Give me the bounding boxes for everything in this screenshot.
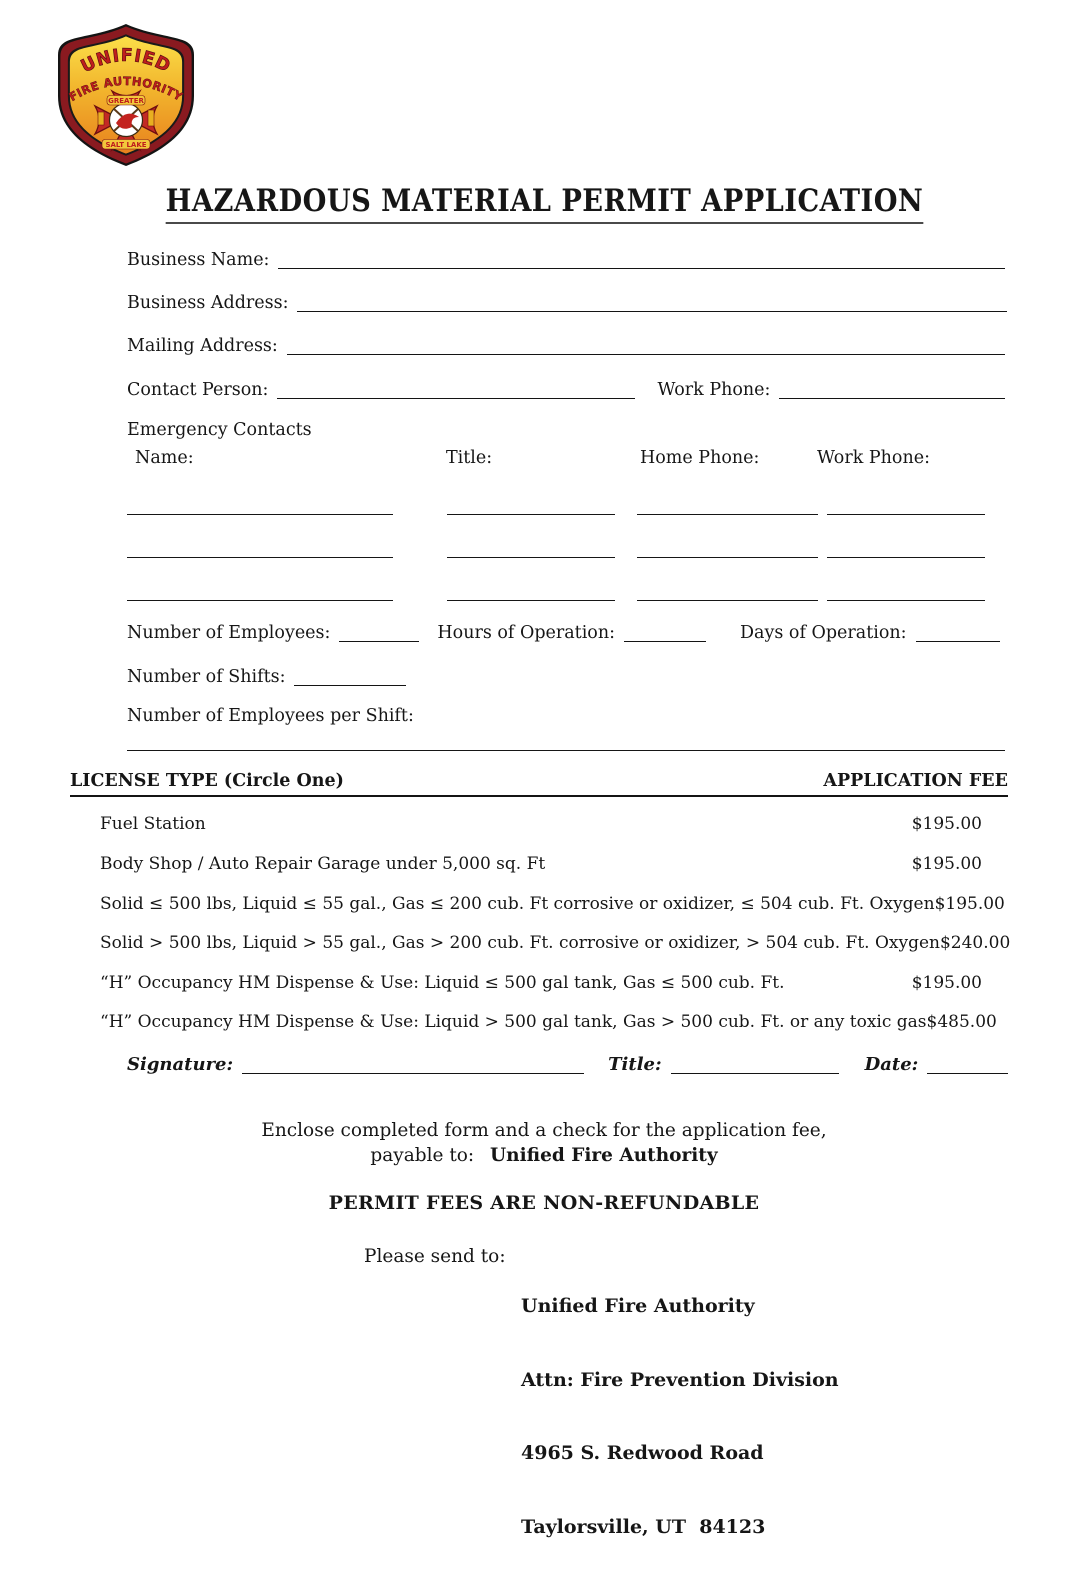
number-of-shifts-label: Number of Shifts: [127, 667, 286, 687]
payable-prefix: payable to: [370, 1145, 475, 1166]
license-row-h-occupancy-over [100, 1012, 997, 1032]
license-label: “H” Occupancy HM Dispense & Use: Liquid > 500 gal tank, Gas > 500 cub. Ft. or any toxic gas [100, 1012, 927, 1032]
address-line-4: Taylorsville, UT 84123 [521, 1515, 766, 1538]
license-fee: $195.00 [934, 894, 1005, 914]
license-row-body-shop [100, 854, 982, 874]
please-send-to-label: Please send to: [364, 1246, 506, 1267]
contact3-work-phone-line [827, 600, 985, 601]
emergency-col-home-phone: Home Phone: [640, 448, 760, 468]
contact-person-line [277, 398, 635, 399]
signature-label: Signature: [127, 1054, 234, 1075]
license-label: Solid ≤ 500 lbs, Liquid ≤ 55 gal., Gas ≤ 200 cub. Ft corrosive or oxidizer, ≤ 504 cub. Ft. Oxygen [100, 894, 935, 914]
employees-per-shift-line [127, 750, 1005, 751]
contact1-home-phone-line [637, 514, 818, 515]
license-row-solid-under [100, 894, 1005, 914]
address-line-3: 4965 S. Redwood Road [521, 1442, 764, 1464]
business-address-row [127, 289, 1007, 313]
work-phone-label: Work Phone: [657, 380, 771, 400]
business-name-row [127, 246, 1005, 270]
contact-person-label: Contact Person: [127, 380, 269, 400]
contact2-work-phone-line [827, 557, 985, 558]
nonrefundable-notice: PERMIT FEES ARE NON-REFUNDABLE [328, 1192, 760, 1214]
badge-arc-mid-text: FIRE AUTHORITY [66, 73, 186, 104]
contact3-home-phone-line [637, 600, 818, 601]
unified-fire-authority-badge [55, 22, 197, 168]
payable-name: Unified Fire Authority [490, 1145, 718, 1166]
business-address-line [297, 311, 1007, 312]
ladder-icon [148, 110, 154, 126]
days-of-operation-label: Days of Operation: [740, 623, 907, 643]
business-name-line [278, 268, 1005, 269]
address-line-1: Unified Fire Authority [521, 1295, 755, 1317]
contact3-title-line [447, 600, 615, 601]
emergency-col-work-phone: Work Phone: [817, 448, 930, 468]
business-name-label: Business Name: [127, 250, 270, 270]
license-row-solid-over [100, 933, 1011, 953]
number-of-employees-label: Number of Employees: [127, 623, 331, 643]
contact3-name-line [127, 600, 393, 601]
mailing-address-line [287, 354, 1005, 355]
license-fee: $485.00 [926, 1012, 997, 1032]
signature-date-label: Date: [864, 1054, 919, 1075]
mailing-address-row [127, 332, 1005, 356]
signature-title-line [671, 1073, 839, 1074]
hours-of-operation-line [624, 641, 706, 642]
address-line-2: Attn: Fire Prevention Division [521, 1368, 839, 1391]
signature-date-line [927, 1073, 1008, 1074]
business-address-label: Business Address: [127, 293, 289, 313]
enclose-instruction: Enclose completed form and a check for the application fee, [261, 1120, 827, 1141]
contact1-name-line [127, 514, 393, 515]
badge-banner-bottom-text: SALT LAKE [105, 141, 147, 149]
contact1-title-line [447, 514, 615, 515]
contact2-title-line [447, 557, 615, 558]
license-fee: $195.00 [911, 973, 982, 993]
mailing-address-label: Mailing Address: [127, 336, 278, 356]
license-label: Fuel Station [100, 814, 206, 834]
signature-line [242, 1073, 584, 1074]
operations-row [127, 619, 1000, 643]
emergency-col-title: Title: [446, 448, 493, 468]
badge-banner-top-text: GREATER [108, 97, 144, 105]
work-phone-line [779, 398, 1005, 399]
mailing-destination-address [521, 1245, 839, 1588]
license-type-heading: LICENSE TYPE (Circle One) [70, 771, 344, 791]
license-row-fuel-station [100, 814, 982, 834]
emergency-contacts-heading: Emergency Contacts [127, 420, 312, 440]
license-label: “H” Occupancy HM Dispense & Use: Liquid ≤ 500 gal tank, Gas ≤ 500 cub. Ft. [100, 973, 785, 993]
signature-row [127, 1051, 1008, 1075]
license-label: Body Shop / Auto Repair Garage under 5,000 sq. Ft [100, 854, 546, 874]
number-of-shifts-line [294, 685, 406, 686]
employees-per-shift-label: Number of Employees per Shift: [127, 706, 414, 726]
license-fee: $240.00 [939, 933, 1011, 953]
signature-title-label: Title: [608, 1054, 662, 1075]
emergency-col-name: Name: [135, 448, 194, 468]
days-of-operation-line [916, 641, 1000, 642]
number-of-employees-line [339, 641, 419, 642]
page-title [0, 184, 1088, 224]
application-fee-heading: APPLICATION FEE [823, 771, 1008, 791]
page-title-text: HAZARDOUS MATERIAL PERMIT APPLICATION [165, 184, 923, 224]
license-fee: $195.00 [911, 814, 982, 834]
badge-arc-top-text: UNIFIED [77, 45, 175, 78]
license-fee: $195.00 [911, 854, 982, 874]
license-row-h-occupancy-under [100, 973, 982, 993]
hydrant-icon [98, 112, 104, 125]
contact1-work-phone-line [827, 514, 985, 515]
payable-instruction [0, 1145, 1088, 1166]
contact-person-row [127, 376, 1005, 400]
license-label: Solid > 500 lbs, Liquid > 55 gal., Gas > 200 cub. Ft. corrosive or oxidizer, > 504 cub. Ft. Oxygen [100, 933, 940, 953]
hours-of-operation-label: Hours of Operation: [437, 623, 616, 643]
contact2-name-line [127, 557, 393, 558]
contact2-home-phone-line [637, 557, 818, 558]
shifts-row [127, 663, 406, 687]
license-section-header [70, 771, 1008, 797]
